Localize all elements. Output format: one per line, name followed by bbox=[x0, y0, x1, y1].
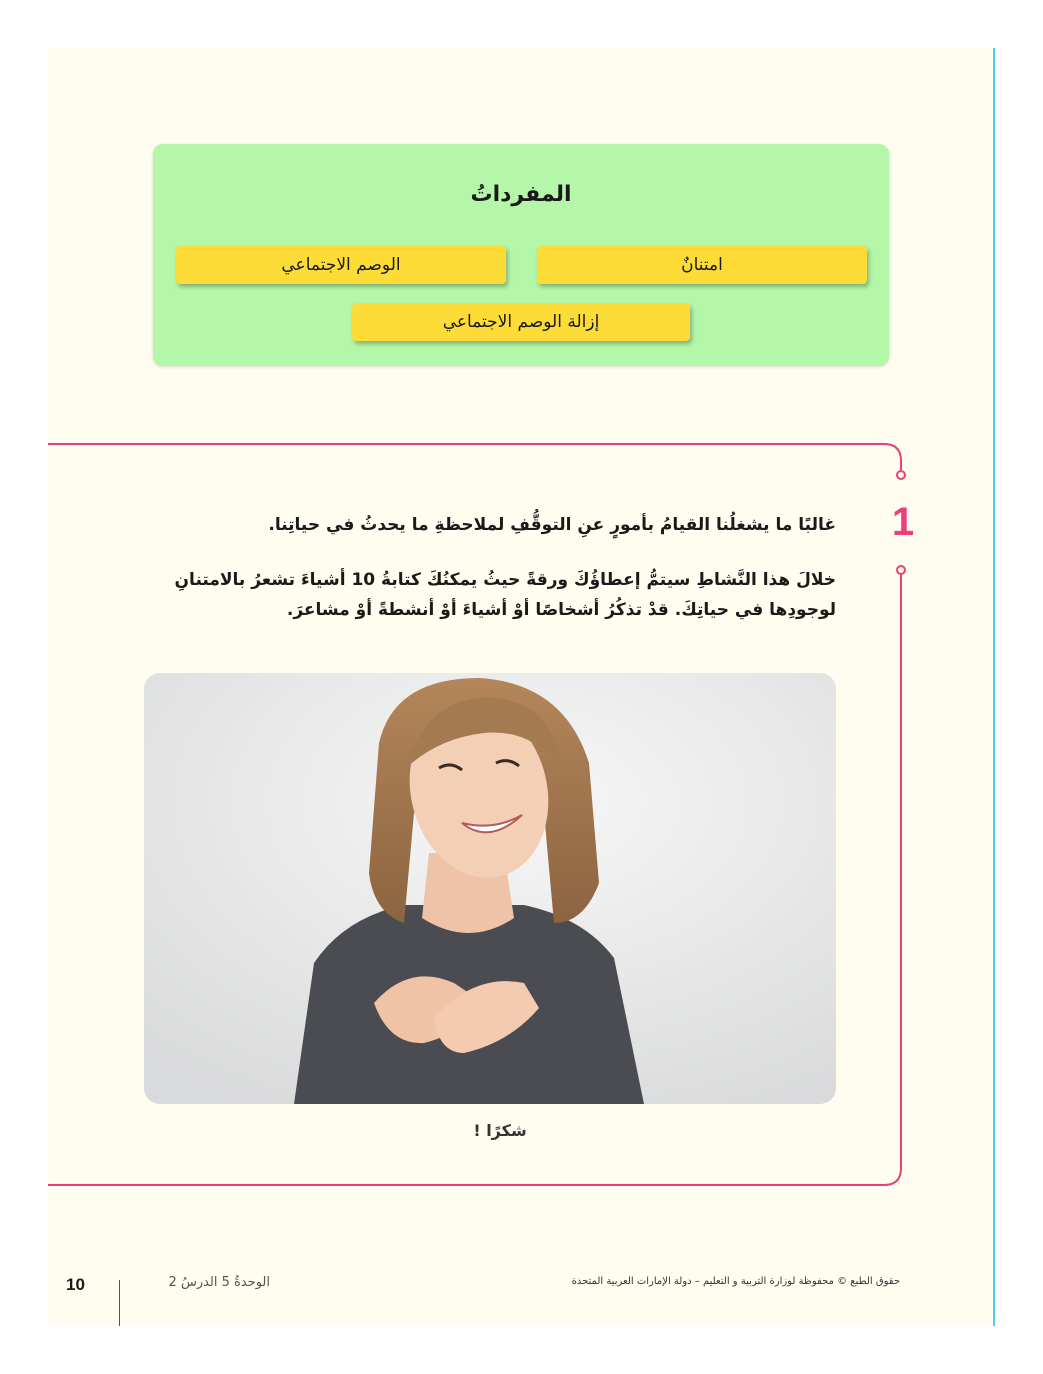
activity-number: 1 bbox=[891, 500, 915, 544]
footer-copyright: حقوق الطبع © محفوظة لوزارة التربية و التعليم – دولة الإمارات العربية المتحدة bbox=[571, 1276, 900, 1287]
vocab-term-gratitude: امتنانٌ bbox=[537, 246, 867, 284]
frame-top-dot bbox=[897, 471, 905, 479]
vocab-term-removing-stigma: إزالة الوصم الاجتماعي bbox=[352, 303, 690, 341]
frame-bottom-dot bbox=[897, 566, 905, 574]
activity-intro-text: غالبًا ما يشغلُنا القيامُ بأمورٍ عنِ التوقُّفِ لملاحظةِ ما يحدثُ في حياتِنا. bbox=[268, 515, 836, 535]
activity-instructions-text: خلالَ هذا النَّشاطِ سيتمُّ إعطاؤُكَ ورقةً حيثُ يمكنُكَ كتابةُ 10 أشياءَ تشعرُ بالامتنانِ لوجودِها في حياتِكَ. قدْ تذكُرُ أشخاصًا أوْ أشياءَ أوْ أنشطةً أوْ مشاعرَ. bbox=[174, 570, 836, 620]
vocab-term-social-stigma: الوصم الاجتماعي bbox=[176, 246, 506, 284]
footer-unit-lesson: الوحدةُ 5 الدرسُ 2 bbox=[168, 1275, 270, 1290]
photo-caption: شكرًا ! bbox=[473, 1121, 527, 1140]
frame-top-line bbox=[48, 444, 901, 470]
vocabulary-title: المفرداتُ bbox=[470, 182, 572, 207]
page-number: 10 bbox=[66, 1275, 85, 1294]
footer-separator bbox=[119, 1280, 120, 1326]
smiling-woman-photo bbox=[144, 673, 836, 1104]
